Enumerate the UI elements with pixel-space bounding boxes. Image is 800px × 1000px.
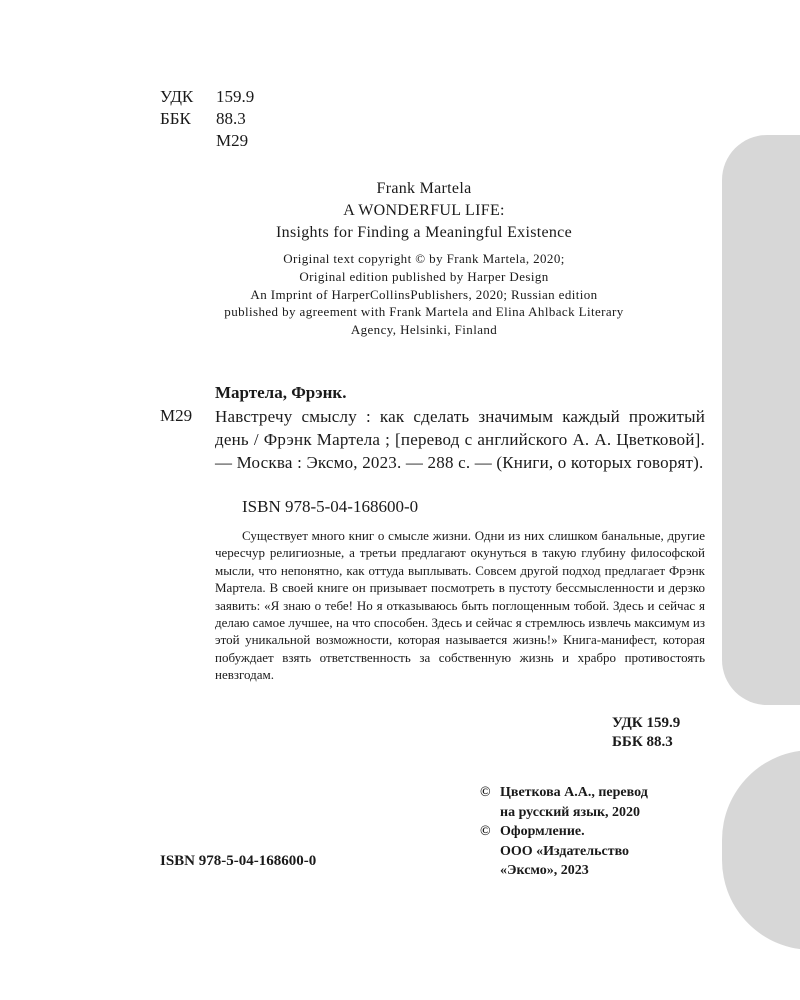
classification-block bbox=[160, 86, 254, 152]
original-title-block bbox=[160, 178, 688, 244]
bbk-row bbox=[160, 108, 254, 130]
udk-label: УДК bbox=[160, 87, 194, 106]
author-mark: М29 bbox=[216, 131, 249, 150]
original-subtitle: Insights for Finding a Meaningful Existence bbox=[276, 224, 572, 241]
author-mark-row bbox=[160, 130, 254, 152]
original-copyright-block bbox=[160, 250, 688, 339]
udk-value: 159.9 bbox=[216, 87, 255, 106]
copyright-text-line: на русский язык, 2020 bbox=[500, 804, 641, 820]
classification-bottom bbox=[612, 714, 680, 752]
bbk-value: 88.3 bbox=[216, 109, 246, 128]
copyright-line: published by agreement with Frank Martela and Elina Ahlback Literary bbox=[224, 304, 624, 320]
copyright-line: Agency, Helsinki, Finland bbox=[350, 322, 498, 338]
copyright-design bbox=[480, 822, 648, 881]
copyright-line: Original text copyright © by Frank Martela, 2020; bbox=[283, 251, 565, 266]
copyright-text-line: ООО «Издательство bbox=[500, 843, 630, 859]
bbk-bottom: ББК 88.3 bbox=[612, 734, 673, 750]
copyright-translation bbox=[480, 783, 648, 822]
copyright-text-line: Цветкова А.А., перевод bbox=[500, 785, 648, 800]
record-mark: М29 bbox=[160, 406, 193, 425]
record-isbn: ISBN 978-5-04-168600-0 bbox=[242, 497, 419, 516]
record-author-heading: Мартела, Фрэнк. bbox=[215, 383, 347, 402]
copyright-symbol: © bbox=[480, 785, 491, 800]
copyright-text-line: «Эксмо», 2023 bbox=[500, 863, 589, 878]
copyright-line: Original edition published by Harper Design bbox=[299, 268, 549, 284]
udk-row bbox=[160, 86, 254, 108]
original-title: A WONDERFUL LIFE: bbox=[343, 202, 505, 219]
copyright-notices bbox=[480, 783, 648, 881]
udk-bottom: УДК 159.9 bbox=[612, 715, 681, 731]
side-tab-decoration-bottom bbox=[722, 750, 800, 950]
record-description: Навстречу смыслу : как сделать значимым каждый прожитый день / Фрэнк Мартела ; [перевод с английского А. А. Цветковой]. — Москва : Эксмо, 2023. — 288 с. — (Книги, о которых говорят). bbox=[215, 407, 705, 473]
copyright-text-line: Оформление. bbox=[500, 824, 585, 839]
copyright-line: An Imprint of HarperCollinsPublishers, 2020; Russian edition bbox=[250, 286, 598, 302]
side-tab-decoration-top bbox=[722, 135, 800, 705]
annotation-text: Существует много книг о смысле жизни. Одни из них слишком банальные, другие чересчур религиозные, а третьи предлагают окунуться в такую глубину философской мысли, что непонятно, как оттуда выплывать. Совсем другой подход предлагает Фрэнк Мартела. В своей книге он призывает посмотреть в пустоту бессмысленности и дерзко заявить: «Я знаю о тебе! Но я отказываюсь быть поглощенным тобой. Здесь и сейчас я делаю самое лучшее, на что способен. Здесь и сейчас я стремлюсь извлечь максимум из этой уникальной возможности, которая называется жизнь!» Книга-манифест, которая побуждает взять ответственность за собственную жизнь и храбро противостоять невзгодам. bbox=[215, 528, 705, 683]
isbn-bottom: ISBN 978-5-04-168600-0 bbox=[160, 853, 317, 869]
bbk-label: ББК bbox=[160, 109, 191, 128]
original-author: Frank Martela bbox=[376, 180, 472, 197]
copyright-symbol: © bbox=[480, 824, 491, 839]
